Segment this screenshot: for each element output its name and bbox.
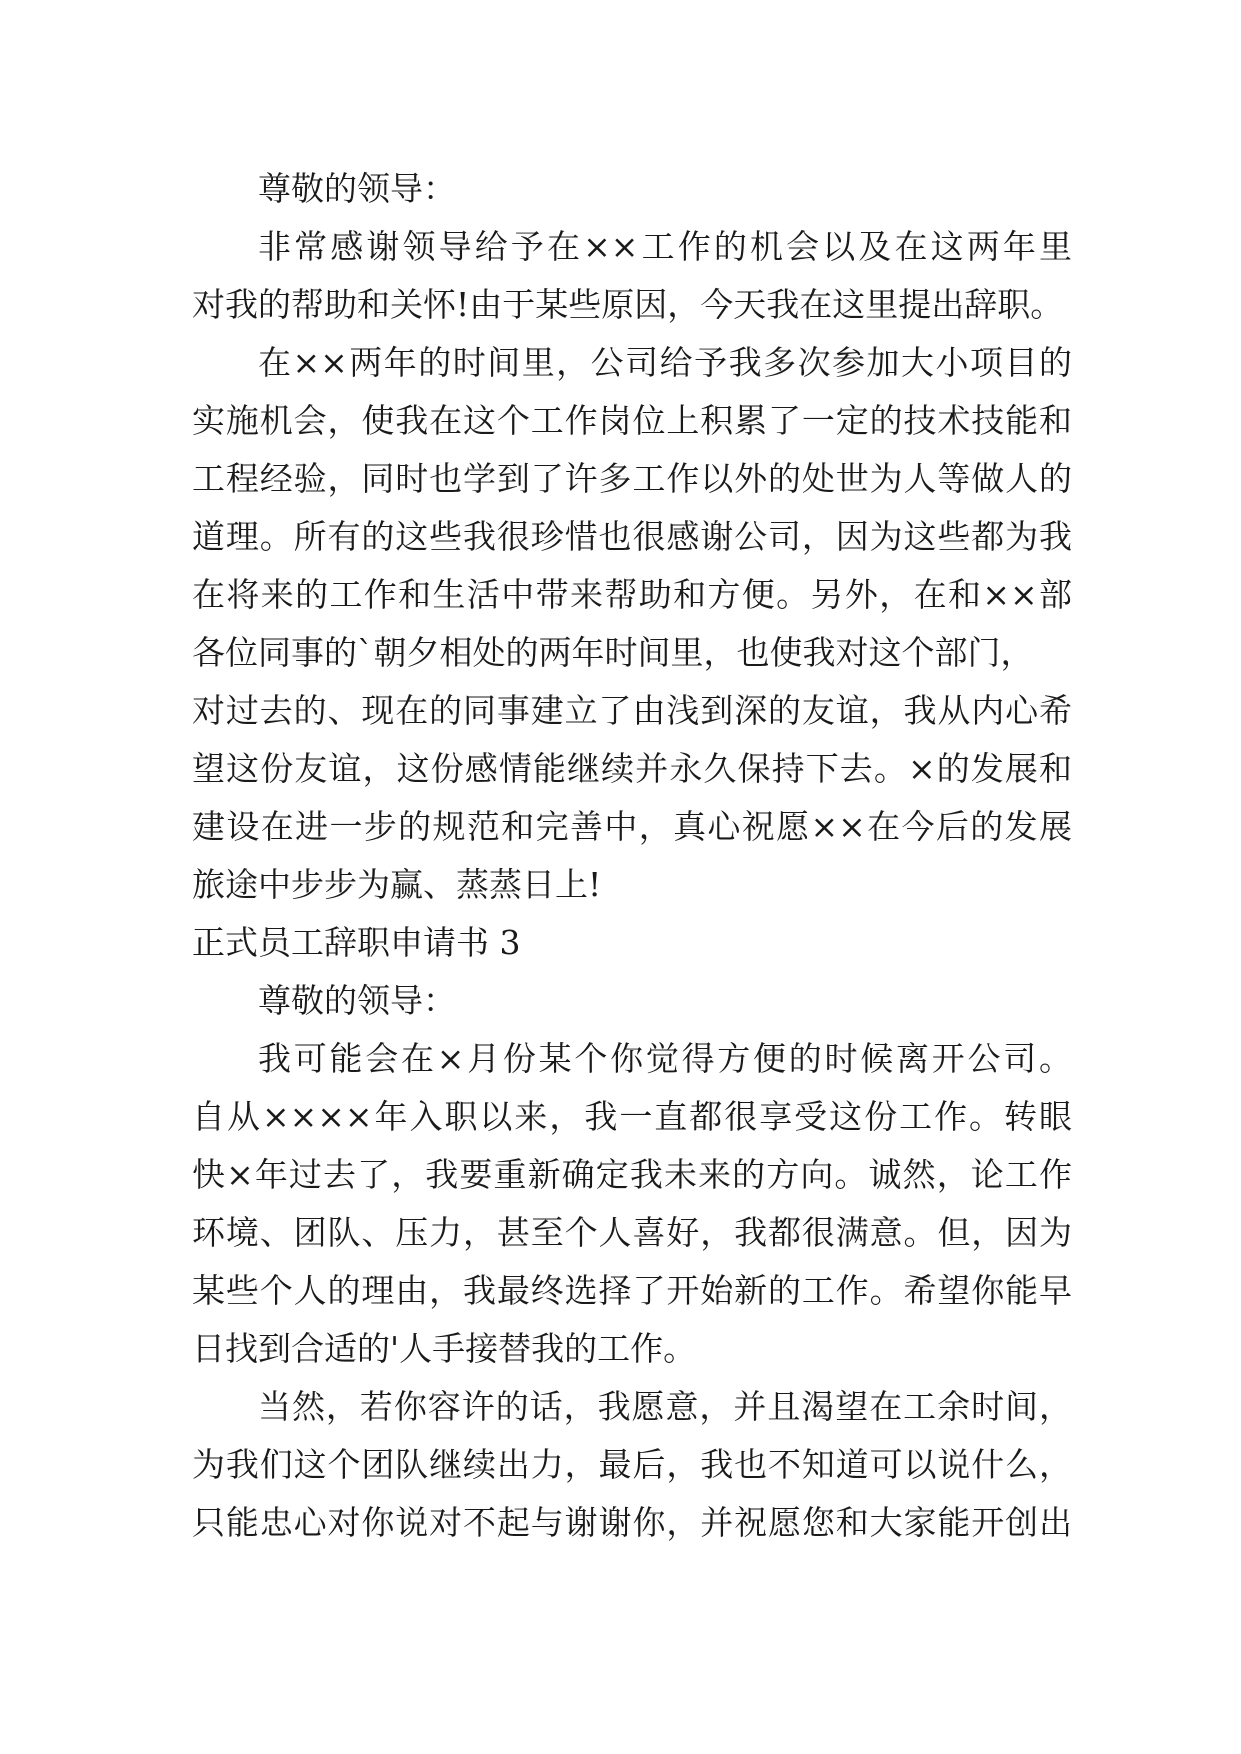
paragraph-line: 只能忠心对你说对不起与谢谢你，并祝愿您和大家能开创出 bbox=[192, 1503, 1072, 1542]
paragraph-line: 自从××××年入职以来，我一直都很享受这份工作。转眼 bbox=[192, 1097, 1072, 1136]
paragraph-line: 环境、团队、压力，甚至个人喜好，我都很满意。但，因为 bbox=[192, 1213, 1072, 1252]
paragraph-line: 在××两年的时间里，公司给予我多次参加大小项目的 bbox=[258, 343, 1072, 382]
paragraph-line: 望这份友谊，这份感情能继续并永久保持下去。×的发展和 bbox=[192, 749, 1072, 788]
paragraph-line: 非常感谢领导给予在××工作的机会以及在这两年里 bbox=[258, 227, 1072, 266]
section-heading: 正式员工辞职申请书 3 bbox=[192, 923, 521, 962]
salutation: 尊敬的领导： bbox=[258, 169, 456, 208]
paragraph-line: 对过去的、现在的同事建立了由浅到深的友谊，我从内心希 bbox=[192, 691, 1072, 730]
paragraph-line: 在将来的工作和生活中带来帮助和方便。另外，在和××部 bbox=[192, 575, 1072, 614]
paragraph-line: 某些个人的理由，我最终选择了开始新的工作。希望你能早 bbox=[192, 1271, 1072, 1310]
paragraph-line: 对我的帮助和关怀!由于某些原因，今天我在这里提出辞职。 bbox=[192, 285, 1064, 324]
paragraph-line: 各位同事的`朝夕相处的两年时间里，也使我对这个部门， bbox=[192, 633, 1034, 672]
paragraph-line: 快×年过去了，我要重新确定我未来的方向。诚然，论工作 bbox=[192, 1155, 1072, 1194]
paragraph-line: 我可能会在×月份某个你觉得方便的时候离开公司。 bbox=[258, 1039, 1072, 1078]
paragraph-line: 实施机会，使我在这个工作岗位上积累了一定的技术技能和 bbox=[192, 401, 1072, 440]
paragraph-line: 当然，若你容许的话，我愿意，并且渴望在工余时间， bbox=[258, 1387, 1072, 1426]
paragraph-line: 日找到合适的'人手接替我的工作。 bbox=[192, 1329, 697, 1368]
document-body bbox=[192, 160, 1072, 1552]
paragraph-line: 为我们这个团队继续出力，最后，我也不知道可以说什么， bbox=[192, 1445, 1072, 1484]
paragraph-line: 建设在进一步的规范和完善中，真心祝愿××在今后的发展 bbox=[192, 807, 1072, 846]
paragraph-line: 道理。所有的这些我很珍惜也很感谢公司，因为这些都为我 bbox=[192, 517, 1072, 556]
paragraph-line: 工程经验，同时也学到了许多工作以外的处世为人等做人的 bbox=[192, 459, 1072, 498]
salutation: 尊敬的领导： bbox=[258, 981, 456, 1020]
paragraph-line: 旅途中步步为赢、蒸蒸日上! bbox=[192, 865, 602, 904]
